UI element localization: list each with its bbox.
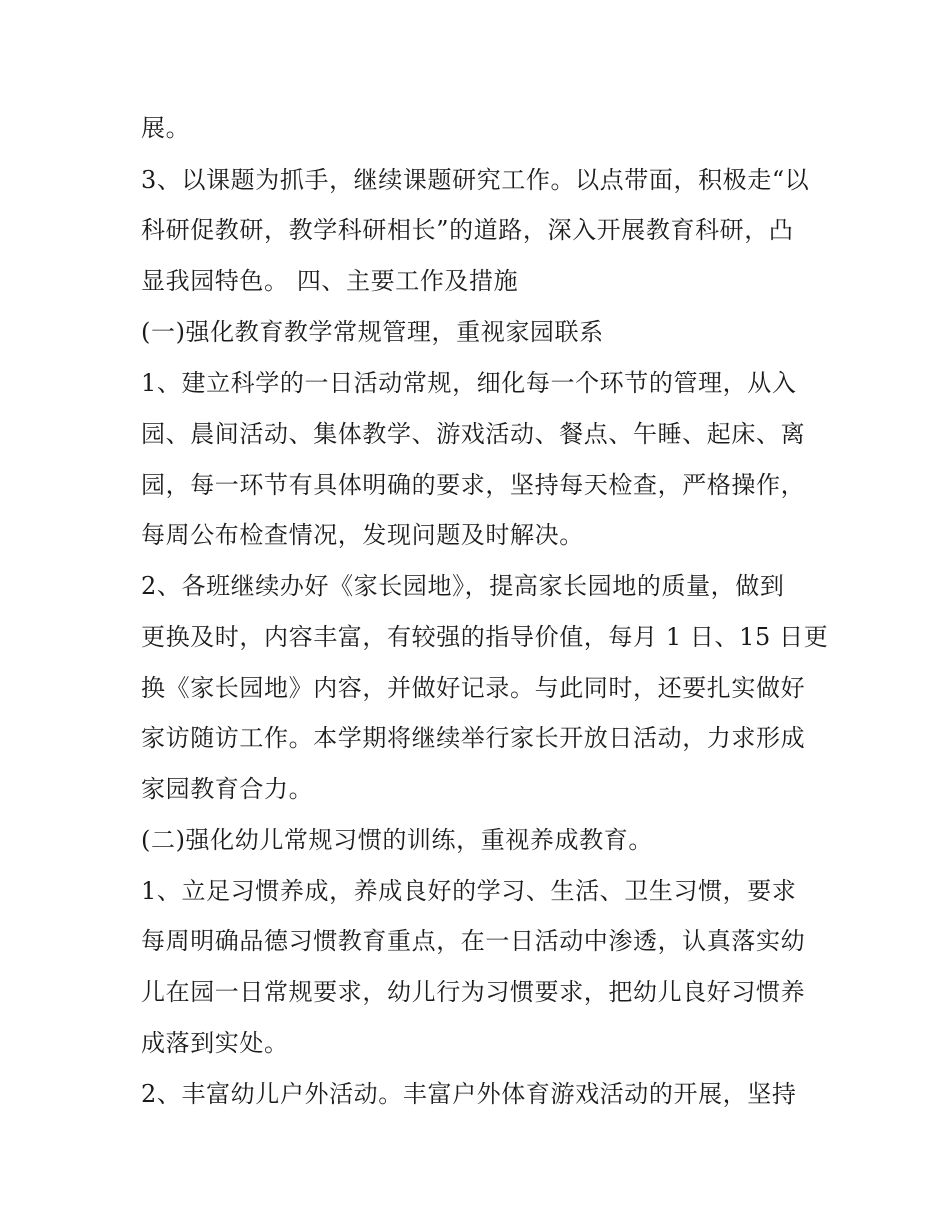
text-line: 成落到实处。 [141,1029,289,1057]
text-line: 3、以课题为抓手，继续课题研究工作。以点带面，积极走“以 [141,166,810,194]
text-line: 2、丰富幼儿户外活动。丰富户外体育游戏活动的开展，坚持 [141,1080,797,1108]
text-line: 每周公布检查情况，发现问题及时解决。 [141,521,584,549]
text-line: 儿在园一日常规要求，幼儿行为习惯要求，把幼儿良好习惯养 [141,978,806,1006]
text-line: 家访随访工作。本学期将继续举行家长开放日活动，力求形成 [141,724,806,752]
text-line: 1、立足习惯养成，养成良好的学习、生活、卫生习惯，要求 [141,877,797,905]
text-line: 园，每一环节有具体明确的要求，坚持每天检查，严格操作， [141,471,806,499]
text-line: 更换及时，内容丰富，有较强的指导价值，每月 1 日、15 日更 [141,623,829,651]
section-heading: (二)强化幼儿常规习惯的训练，重视养成教育。 [141,826,653,854]
text-line: 2、各班继续办好《家长园地》，提高家长园地的质量，做到 [141,572,785,600]
text-line: 1、建立科学的一日活动常规，细化每一个环节的管理，从入 [141,369,797,397]
text-line: 科研促教研，教学科研相长”的道路，深入开展教育科研，凸 [141,216,794,244]
text-line: 换《家长园地》内容，并做好记录。与此同时，还要扎实做好 [141,674,806,702]
text-line: 每周明确品德习惯教育重点，在一日活动中渗透，认真落实幼 [141,927,806,955]
section-heading: (一)强化教育教学常规管理，重视家园联系 [141,318,604,346]
text-line: 展。 [141,114,191,142]
text-line: 家园教育合力。 [141,775,314,803]
text-line: 园、晨间活动、集体教学、游戏活动、餐点、午睡、起床、离 [141,420,806,448]
text-line: 显我园特色。 四、主要工作及措施 [141,267,519,295]
